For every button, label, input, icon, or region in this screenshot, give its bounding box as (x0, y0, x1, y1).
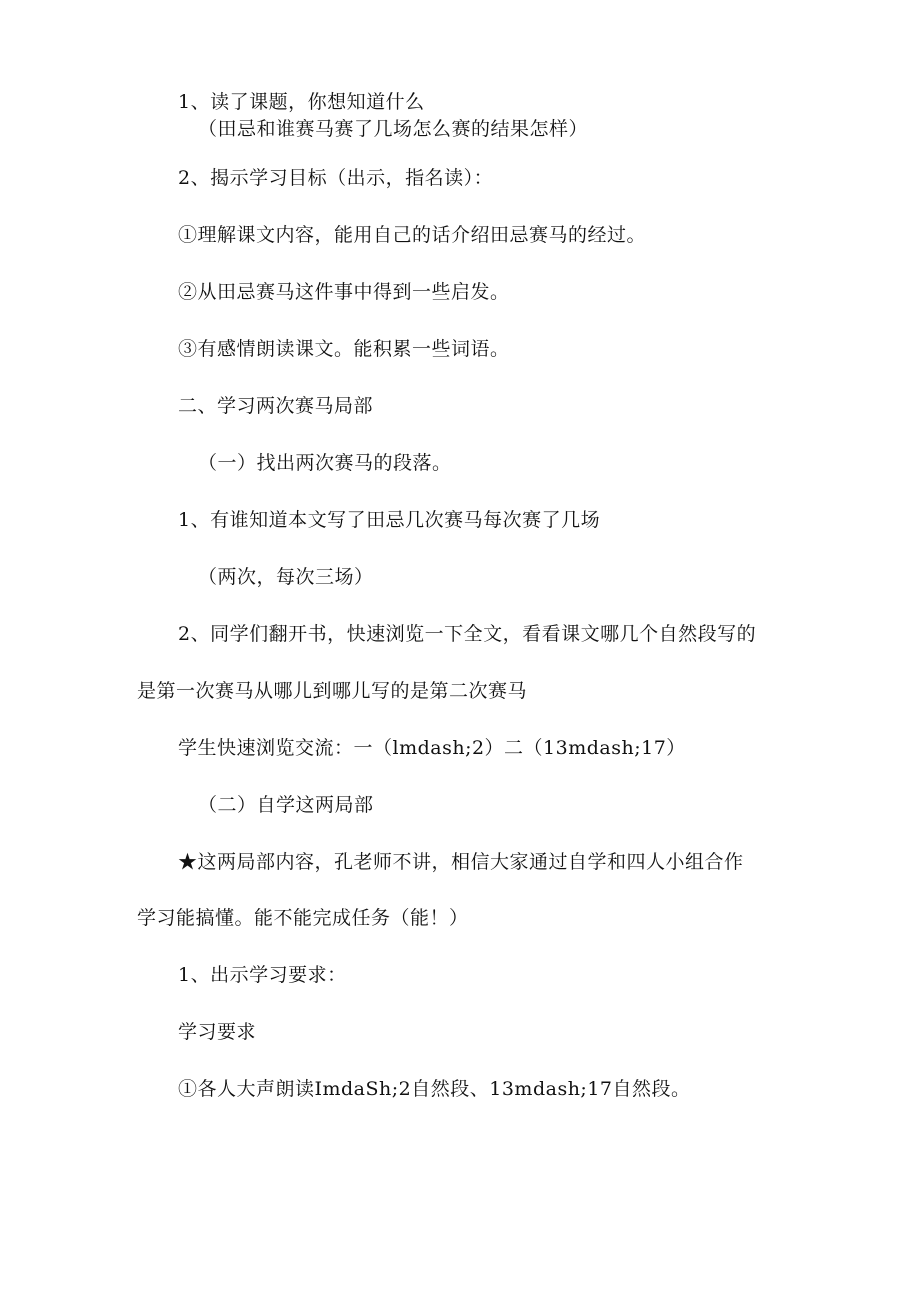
text-line-5: ②从田忌赛马这件事中得到一些启发。 (178, 281, 510, 303)
text-line-1: 1、读了课题，你想知道什么 (178, 91, 425, 113)
text-line-3: 2、揭示学习目标（出示，指名读）： (178, 167, 494, 189)
text-line-14: （二）自学这两局部 (198, 794, 374, 816)
text-line-6: ③有感情朗读课文。能积累一些词语。 (178, 338, 510, 360)
text-line-9: 1、有谁知道本文写了田忌几次赛马每次赛了几场 (178, 509, 601, 531)
text-line-10: （两次，每次三场） (198, 566, 374, 588)
text-line-15: ★这两局部内容，孔老师不讲，相信大家通过自学和四人小组合作 (178, 851, 744, 873)
text-line-2: （田忌和谁赛马赛了几场怎么赛的结果怎样） (198, 118, 589, 140)
text-line-19: ①各人大声朗读ImdaSh;2自然段、13mdash;17自然段。 (178, 1078, 691, 1100)
text-line-11: 2、同学们翻开书，快速浏览一下全文，看看课文哪几个自然段写的 (178, 623, 757, 645)
text-line-17: 1、出示学习要求： (178, 964, 347, 986)
text-line-13: 学生快速浏览交流：一（lmdash;2）二（13mdash;17） (178, 737, 686, 759)
text-line-18: 学习要求 (178, 1021, 257, 1043)
text-line-12: 是第一次赛马从哪儿到哪儿写的是第二次赛马 (137, 680, 528, 702)
text-line-16: 学习能搞懂。能不能完成任务（能！） (137, 907, 469, 929)
text-line-8: （一）找出两次赛马的段落。 (198, 452, 452, 474)
text-line-4: ①理解课文内容，能用自己的话介绍田忌赛马的经过。 (178, 224, 647, 246)
text-line-7: 二、学习两次赛马局部 (178, 395, 374, 417)
